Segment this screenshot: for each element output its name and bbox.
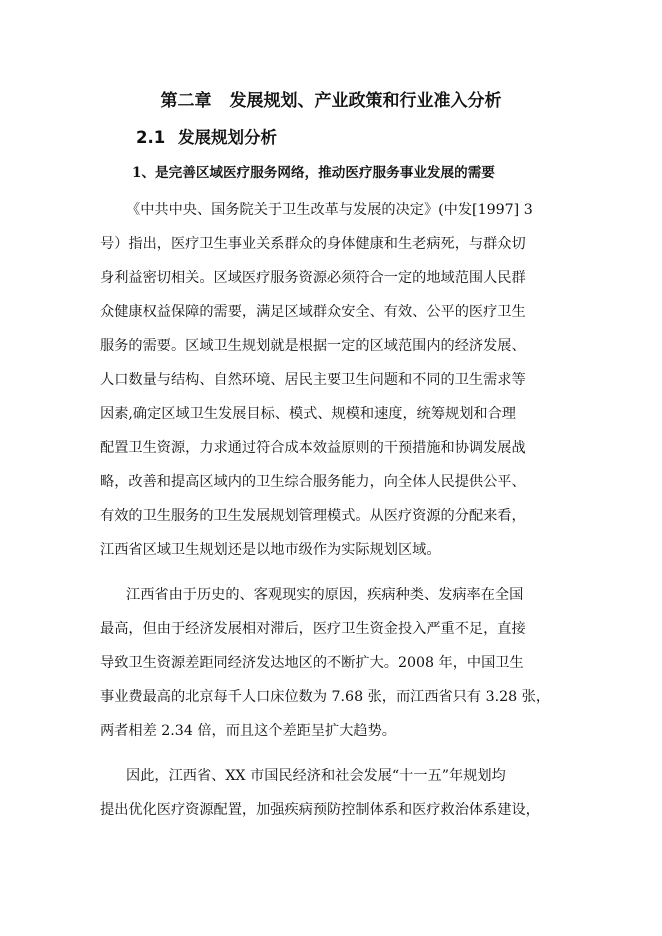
body-line: 江西省由于历史的、客观现实的原因，疾病种类、发病率在全国 — [126, 587, 524, 603]
body-line: 导致卫生资源差距同经济发达地区的不断扩大。2008 年，中国卫生 — [100, 655, 524, 671]
body-line: 江西省区域卫生规划还是以地市级作为实际规划区域。 — [100, 542, 441, 558]
body-line: 提出优化医疗资源配置，加强疾病预防控制体系和医疗救治体系建设， — [100, 802, 540, 818]
section-title — [136, 125, 277, 151]
body-line: 号）指出，医疗卫生事业关系群众的身体健康和生老病死，与群众切 — [100, 236, 526, 252]
body-line: 因此，江西省、XX 市国民经济和社会发展“十一五”年规划均 — [126, 768, 506, 784]
body-line: 《中共中央、国务院关于卫生改革与发展的决定》(中发[1997] 3 — [126, 202, 533, 218]
body-line: 身利益密切相关。区域医疗服务资源必须符合一定的地域范围人民群 — [100, 270, 526, 286]
body-line: 众健康权益保障的需要，满足区域群众安全、有效、公平的医疗卫生 — [100, 304, 526, 320]
chapter-number: 第二章 — [160, 91, 212, 111]
body-line: 两者相差 2.34 倍，而且这个差距呈扩大趋势。 — [100, 723, 396, 739]
body-line: 最高，但由于经济发展相对滞后，医疗卫生资金投入严重不足，直接 — [100, 621, 526, 637]
body-line: 因素,确定区域卫生发展目标、模式、规模和速度，统筹规划和合理 — [100, 406, 516, 422]
body-line: 略，改善和提高区域内的卫生综合服务能力，向全体人民提供公平、 — [100, 474, 526, 490]
body-line: 服务的需要。区域卫生规划就是根据一定的区域范围内的经济发展、 — [100, 338, 526, 354]
chapter-title — [0, 88, 662, 114]
body-line: 有效的卫生服务的卫生发展规划管理模式。从医疗资源的分配来看， — [100, 508, 526, 524]
body-line: 配置卫生资源，力求通过符合成本效益原则的干预措施和协调发展战 — [100, 440, 526, 456]
body-line: 人口数量与结构、自然环境、居民主要卫生问题和不同的卫生需求等 — [100, 372, 526, 388]
subheading: 1、是完善区域医疗服务网络，推动医疗服务事业发展的需要 — [132, 165, 495, 181]
section-heading: 发展规划分析 — [178, 128, 277, 147]
chapter-heading: 发展规划、产业政策和行业准入分析 — [229, 91, 502, 111]
body-line: 事业费最高的北京每千人口床位数为 7.68 张，而江西省只有 3.28 张， — [100, 689, 551, 705]
section-number: 2.1 — [136, 128, 166, 147]
